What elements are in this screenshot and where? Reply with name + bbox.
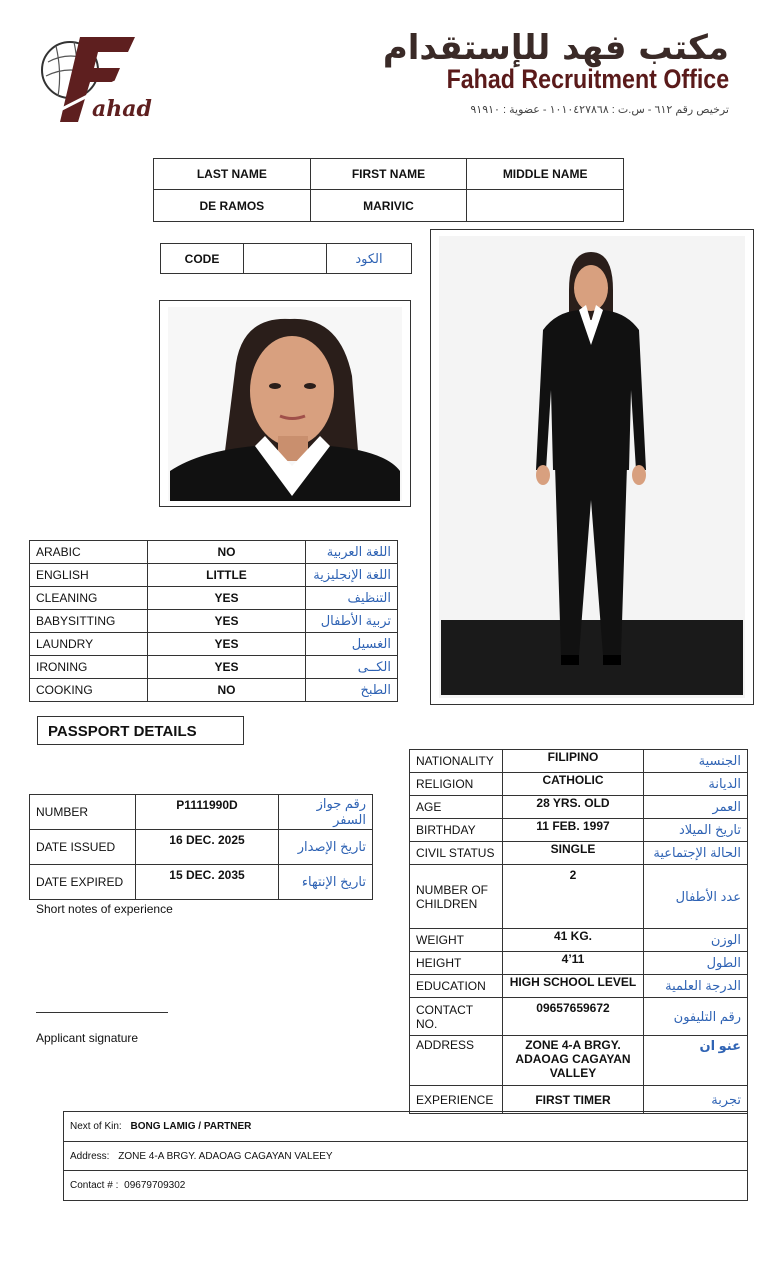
detail-row	[410, 1086, 748, 1114]
code-label-arabic: الكود	[327, 244, 412, 274]
kin-address-label: Address:	[70, 1150, 110, 1162]
detail-row	[410, 842, 748, 865]
skill-label-arabic: الغسيل	[306, 633, 398, 656]
skill-row	[30, 679, 398, 702]
detail-value: ZONE 4-A BRGY. ADAOAG CAGAYAN VALLEY	[503, 1036, 644, 1086]
passport-value: 15 DEC. 2035	[136, 865, 279, 900]
kin-contact-value: 09679709302	[124, 1180, 186, 1191]
skill-label: BABYSITTING	[30, 610, 148, 633]
passport-table	[29, 794, 373, 900]
kin-contact-label: Contact # :	[70, 1180, 119, 1191]
passport-label: NUMBER	[30, 795, 136, 830]
detail-label-arabic: الديانة	[644, 773, 748, 796]
passport-row	[30, 865, 373, 900]
code-table	[160, 243, 412, 274]
skill-value: YES	[148, 610, 306, 633]
detail-row	[410, 865, 748, 929]
detail-label: HEIGHT	[410, 952, 503, 975]
logo-text: ahad	[92, 96, 152, 122]
detail-row	[410, 929, 748, 952]
passport-label-arabic: تاريخ الإصدار	[279, 830, 373, 865]
code-label: CODE	[161, 244, 244, 274]
detail-value: FILIPINO	[503, 750, 644, 773]
detail-label-arabic: تجربة	[644, 1086, 748, 1114]
detail-label-arabic: رقم التليفون	[644, 998, 748, 1036]
first-name-header: FIRST NAME	[310, 159, 467, 190]
detail-row	[410, 773, 748, 796]
signature-line	[36, 1012, 168, 1013]
detail-row	[410, 1036, 748, 1086]
skill-value: NO	[148, 541, 306, 564]
detail-label-arabic: الحالة الإجتماعية	[644, 842, 748, 865]
detail-value: 11 FEB. 1997	[503, 819, 644, 842]
detail-value: CATHOLIC	[503, 773, 644, 796]
skill-row	[30, 587, 398, 610]
skill-value: YES	[148, 656, 306, 679]
detail-value: 28 YRS. OLD	[503, 796, 644, 819]
detail-label: EXPERIENCE	[410, 1086, 503, 1114]
detail-label-arabic: الطول	[644, 952, 748, 975]
skill-label-arabic: الكــى	[306, 656, 398, 679]
next-of-kin-row	[64, 1112, 748, 1142]
skill-label-arabic: الطبخ	[306, 679, 398, 702]
passport-row	[30, 795, 373, 830]
detail-value: HIGH SCHOOL LEVEL	[503, 975, 644, 998]
skill-label-arabic: تربية الأطفال	[306, 610, 398, 633]
detail-label: RELIGION	[410, 773, 503, 796]
code-value	[244, 244, 327, 274]
detail-row	[410, 750, 748, 773]
detail-label: EDUCATION	[410, 975, 503, 998]
kin-address-row	[64, 1142, 748, 1171]
detail-label-arabic: الدرجة العلمية	[644, 975, 748, 998]
detail-label: BIRTHDAY	[410, 819, 503, 842]
first-name-value: MARIVIC	[310, 190, 467, 222]
detail-value: 2	[503, 865, 644, 929]
passport-label: DATE ISSUED	[30, 830, 136, 865]
details-table	[409, 749, 748, 1114]
middle-name-value	[467, 190, 624, 222]
skill-label: CLEANING	[30, 587, 148, 610]
detail-label-arabic: العمر	[644, 796, 748, 819]
passport-label: DATE EXPIRED	[30, 865, 136, 900]
skill-row	[30, 610, 398, 633]
detail-label-arabic: الجنسية	[644, 750, 748, 773]
next-of-kin-value: BONG LAMIG / PARTNER	[130, 1121, 252, 1132]
skill-value: YES	[148, 633, 306, 656]
detail-value: FIRST TIMER	[503, 1086, 644, 1114]
signature-label: Applicant signature	[36, 1031, 139, 1045]
detail-value: 4’11	[503, 952, 644, 975]
passport-row	[30, 830, 373, 865]
skill-label: COOKING	[30, 679, 148, 702]
skill-value: LITTLE	[148, 564, 306, 587]
detail-label-arabic: الوزن	[644, 929, 748, 952]
skill-value: YES	[148, 587, 306, 610]
detail-label: CIVIL STATUS	[410, 842, 503, 865]
passport-value: 16 DEC. 2025	[136, 830, 279, 865]
last-name-header: LAST NAME	[154, 159, 311, 190]
skill-value: NO	[148, 679, 306, 702]
skill-label-arabic: اللغة الإنجليزية	[306, 564, 398, 587]
skill-row	[30, 541, 398, 564]
brand-header	[383, 28, 729, 116]
kin-table	[63, 1111, 748, 1201]
detail-label-arabic: عدد الأطفال	[644, 865, 748, 929]
notes-label: Short notes of experience	[36, 902, 173, 916]
kin-address-value: ZONE 4-A BRGY. ADAOAG CAGAYAN VALEEY	[118, 1150, 333, 1162]
detail-label: NATIONALITY	[410, 750, 503, 773]
passport-label-arabic: تاريخ الإنتهاء	[279, 865, 373, 900]
english-company-title: Fahad Recruitment Office	[446, 64, 729, 94]
detail-label: CONTACT NO.	[410, 998, 503, 1036]
detail-label: NUMBER OF CHILDREN	[410, 865, 503, 929]
skill-label-arabic: اللغة العربية	[306, 541, 398, 564]
passport-label-arabic: رقم جواز السفر	[279, 795, 373, 830]
passport-details-title: PASSPORT DETAILS	[37, 716, 244, 745]
skills-table	[29, 540, 398, 702]
skill-row	[30, 564, 398, 587]
detail-label: AGE	[410, 796, 503, 819]
passport-value: P1111990D	[136, 795, 279, 830]
detail-label: WEIGHT	[410, 929, 503, 952]
detail-value: 41 KG.	[503, 929, 644, 952]
detail-label-arabic: عنو ان	[644, 1036, 748, 1086]
name-table	[153, 158, 624, 222]
skill-label: ENGLISH	[30, 564, 148, 587]
skill-row	[30, 656, 398, 679]
license-line: ترخيص رقم ٦١٢ - س.ت : ١٠١٠٤٢٧٨٦٨ - عضوية : ٩١٩١٠	[470, 104, 729, 116]
detail-label-arabic: تاريخ الميلاد	[644, 819, 748, 842]
detail-row	[410, 819, 748, 842]
detail-label: ADDRESS	[410, 1036, 503, 1086]
skill-label-arabic: التنظيف	[306, 587, 398, 610]
detail-value: 09657659672	[503, 998, 644, 1036]
detail-row	[410, 952, 748, 975]
skill-label: IRONING	[30, 656, 148, 679]
next-of-kin-label: Next of Kin:	[70, 1121, 122, 1132]
kin-contact-row	[64, 1171, 748, 1201]
detail-row	[410, 998, 748, 1036]
last-name-value: DE RAMOS	[154, 190, 311, 222]
skill-label: ARABIC	[30, 541, 148, 564]
company-logo	[40, 32, 150, 127]
headshot-photo	[159, 300, 411, 507]
full-body-photo	[430, 229, 754, 705]
arabic-company-title: مكتب فهد للإستقدام	[382, 28, 729, 68]
detail-value: SINGLE	[503, 842, 644, 865]
detail-row	[410, 796, 748, 819]
skill-label: LAUNDRY	[30, 633, 148, 656]
detail-row	[410, 975, 748, 998]
middle-name-header: MIDDLE NAME	[467, 159, 624, 190]
skill-row	[30, 633, 398, 656]
